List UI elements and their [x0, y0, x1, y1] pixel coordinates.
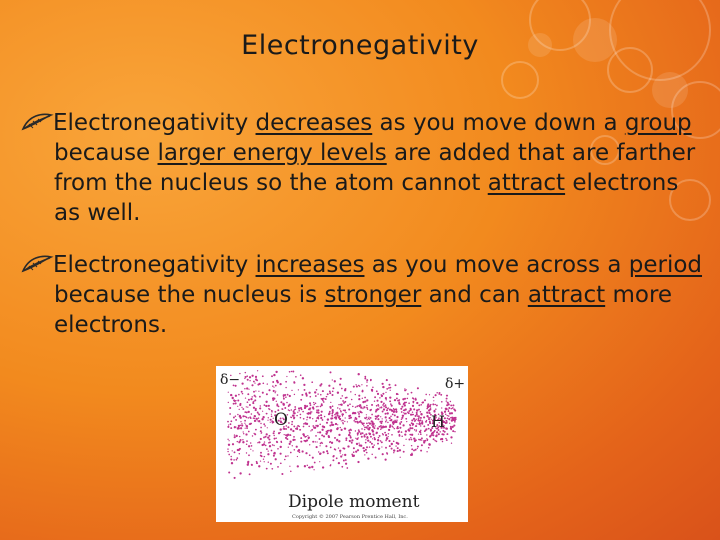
delta-minus-label: δ− — [220, 372, 241, 388]
hydrogen-atom-label: H — [431, 412, 445, 431]
bullet-text — [53, 110, 695, 226]
bullet-text-segment: as you move across a — [364, 252, 629, 278]
underlined-term: group — [624, 110, 692, 136]
underlined-term: period — [628, 252, 703, 278]
bullet-list — [20, 108, 710, 362]
figure-copyright: Copyright © 2007 Pearson Prentice Hall, Inc. — [292, 514, 408, 520]
bullet-text-segment: Electronegativity — [53, 252, 256, 278]
bullet-text-segment: electrons as well. — [54, 170, 679, 226]
slide-title: Electronegativity — [241, 30, 479, 61]
underlined-term: increases — [255, 252, 365, 278]
oxygen-atom-label: O — [274, 410, 288, 430]
underlined-term: stronger — [324, 282, 422, 308]
bullet-text-segment: as you move down a — [372, 110, 625, 136]
underlined-term: decreases — [255, 110, 373, 136]
delta-plus-label: δ+ — [445, 376, 466, 392]
bullet-text — [53, 252, 702, 338]
figure-caption: Dipole moment — [288, 492, 420, 512]
underlined-term: larger energy levels — [157, 140, 387, 166]
bullet-text-segment: and can — [421, 282, 528, 308]
bullet-item — [20, 108, 710, 228]
bullet-text-segment: because — [54, 140, 158, 166]
bullet-item — [20, 250, 710, 340]
bullet-text-segment: Electronegativity — [53, 110, 256, 136]
underlined-term: attract — [527, 282, 606, 308]
bullet-text-segment: are added that are farther from the nucleus so the atom cannot — [54, 140, 696, 196]
feather-leaf-bullet-icon — [20, 253, 54, 277]
feather-leaf-bullet-icon — [20, 111, 54, 135]
bullet-text-segment: because the nucleus is — [54, 282, 325, 308]
underlined-term: attract — [487, 170, 566, 196]
dipole-moment-figure — [216, 366, 468, 522]
bullet-text-segment: more electrons. — [54, 282, 673, 338]
